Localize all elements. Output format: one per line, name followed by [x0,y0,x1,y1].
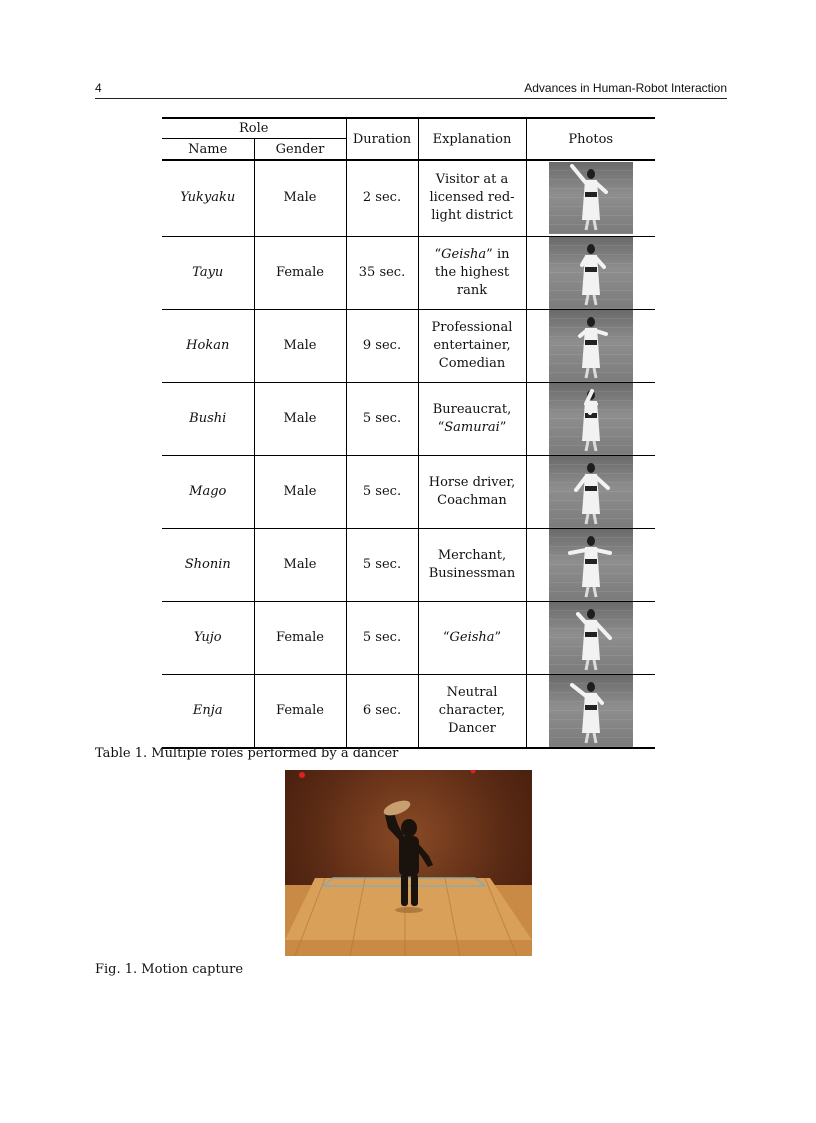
role-photo-cell [526,455,655,528]
role-gender: Female [254,601,346,674]
dancer-photo [549,383,633,455]
role-duration: 5 sec. [346,382,418,455]
dancer-photo [549,675,633,747]
table-row [162,601,655,674]
roles-table [162,117,655,749]
explanation-header: Explanation [418,118,526,160]
table-header-row [162,118,655,139]
duration-header: Duration [346,118,418,160]
role-duration: 5 sec. [346,455,418,528]
role-duration: 2 sec. [346,160,418,236]
role-photo-cell [526,382,655,455]
role-duration: 5 sec. [346,528,418,601]
role-explanation: Horse driver, Coachman [418,455,526,528]
running-header [95,81,727,99]
role-explanation: Visitor at a licensed red- light district [418,160,526,236]
role-photo-cell [526,309,655,382]
role-name: Bushi [162,382,254,455]
table-row [162,160,655,236]
role-photo-cell [526,528,655,601]
role-photo-cell [526,674,655,748]
role-header: Role [239,121,269,136]
gender-header: Gender [254,139,346,161]
role-name: Tayu [162,236,254,309]
role-explanation: “Geisha” [418,601,526,674]
role-explanation: Professional entertainer, Comedian [418,309,526,382]
figure-caption: Fig. 1. Motion capture [95,962,244,977]
role-duration: 9 sec. [346,309,418,382]
role-gender: Male [254,309,346,382]
role-gender: Female [254,236,346,309]
role-photo-cell [526,160,655,236]
table-row [162,528,655,601]
role-name: Mago [162,455,254,528]
dancer-photo [549,162,633,234]
dancer-photo [549,602,633,674]
role-explanation: Bureaucrat, “Samurai” [418,382,526,455]
table-caption: Table 1. Multiple roles performed by a dancer [95,746,399,761]
table-row [162,309,655,382]
name-header: Name [162,139,254,161]
role-gender: Male [254,528,346,601]
role-explanation: Neutral character, Dancer [418,674,526,748]
role-name: Enja [162,674,254,748]
role-name: Yukyaku [162,160,254,236]
table-row [162,382,655,455]
table-row [162,236,655,309]
dancer-photo [549,237,633,309]
running-title: Advances in Human-Robot Interaction [524,81,727,95]
role-gender: Female [254,674,346,748]
dancer-photo [549,529,633,601]
role-name: Yujo [162,601,254,674]
role-explanation: Merchant, Businessman [418,528,526,601]
role-explanation: “Geisha” in the highest rank [418,236,526,309]
role-gender: Male [254,455,346,528]
role-duration: 35 sec. [346,236,418,309]
role-duration: 6 sec. [346,674,418,748]
role-photo-cell [526,601,655,674]
role-gender: Male [254,382,346,455]
dancer-photo [549,456,633,528]
page-number: 4 [95,81,102,95]
role-photo-cell [526,236,655,309]
table-row [162,455,655,528]
motion-capture-photo [285,770,532,956]
photos-header: Photos [568,131,614,147]
table-row [162,674,655,748]
role-gender: Male [254,160,346,236]
role-name: Hokan [162,309,254,382]
role-duration: 5 sec. [346,601,418,674]
role-name: Shonin [162,528,254,601]
dancer-photo [549,310,633,382]
